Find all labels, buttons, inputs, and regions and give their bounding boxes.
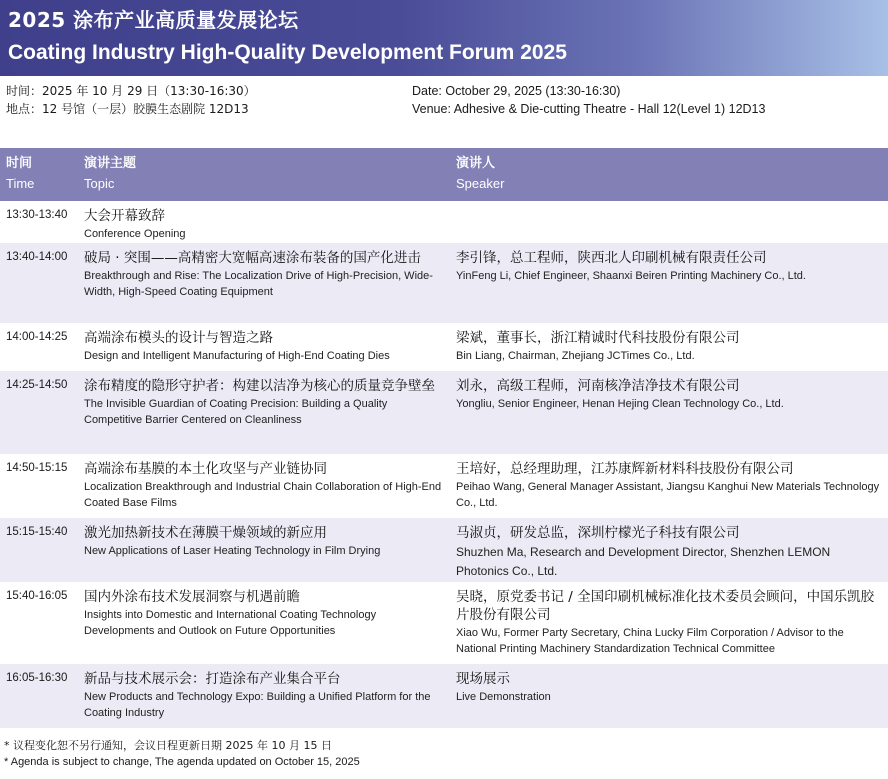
banner-title-zh: 2025 涂布产业高质量发展论坛 (8, 8, 299, 32)
topic-zh: 激光加热新技术在薄膜干燥领域的新应用 (84, 525, 327, 541)
footnotes (4, 738, 360, 770)
table-row (0, 323, 888, 371)
table-row (0, 371, 888, 454)
row-time: 14:50-15:15 (6, 462, 68, 474)
venue-zh: 地点：12 号馆（一层）胶膜生态剧院 12D13 (6, 102, 249, 116)
topic-en: New Applications of Laser Heating Technology in Film Drying (84, 545, 381, 557)
speaker-en: Live Demonstration (456, 691, 551, 703)
row-time: 15:15-15:40 (6, 526, 68, 538)
row-topic (84, 460, 448, 511)
row-topic (84, 524, 448, 559)
header-time-zh: 时间 (6, 156, 33, 171)
table-header (0, 148, 888, 201)
agenda-table (0, 148, 888, 728)
table-row (0, 664, 888, 728)
topic-zh: 涂布精度的隐形守护者：构建以洁净为核心的质量竞争壁垒 (84, 378, 435, 394)
time-zh: 时间：2025 年 10 月 29 日（13:30-16:30） (6, 84, 256, 98)
table-row (0, 243, 888, 323)
banner (0, 0, 888, 76)
speaker-en: Shuzhen Ma, Research and Development Director, Shenzhen LEMON Photonics Co., Ltd. (456, 545, 831, 578)
speaker-zh: 李引锋，总工程师，陕西北人印刷机械有限责任公司 (456, 250, 767, 266)
topic-zh: 高端涂布基膜的本土化攻坚与产业链协同 (84, 461, 327, 477)
row-topic (84, 207, 448, 242)
row-time: 16:05-16:30 (6, 672, 68, 684)
row-speaker (456, 524, 880, 581)
banner-title-en: Coating Industry High-Quality Development Forum 2025 (8, 41, 567, 64)
topic-en: Conference Opening (84, 228, 186, 240)
topic-en: Design and Intelligent Manufacturing of High-End Coating Dies (84, 350, 390, 362)
row-speaker (456, 460, 880, 511)
header-topic (84, 154, 136, 194)
topic-zh: 高端涂布模头的设计与智造之路 (84, 330, 273, 346)
header-topic-zh: 演讲主题 (84, 156, 137, 171)
topic-en: New Products and Technology Expo: Building a Unified Platform for the Coating Industry (84, 691, 431, 719)
note-en: * Agenda is subject to change, The agenda updated on October 15, 2025 (4, 756, 360, 768)
header-speaker (456, 154, 504, 194)
row-topic (84, 670, 448, 721)
speaker-zh: 现场展示 (456, 671, 510, 687)
row-topic (84, 377, 448, 428)
row-time: 13:40-14:00 (6, 251, 68, 263)
speaker-zh: 王培好，总经理助理，江苏康辉新材料科技股份有限公司 (456, 461, 794, 477)
info-zh (6, 82, 256, 118)
row-topic (84, 588, 448, 639)
speaker-zh: 刘永，高级工程师，河南核净洁净技术有限公司 (456, 378, 740, 394)
venue-en: Venue: Adhesive & Die-cutting Theatre - Hall 12(Level 1) 12D13 (412, 102, 766, 116)
topic-en: Insights into Domestic and International Coating Technology Developments and Outlook on Future Opportunities (84, 609, 377, 637)
header-speaker-en: Speaker (456, 176, 505, 191)
row-topic (84, 329, 448, 364)
header-topic-en: Topic (84, 176, 115, 191)
speaker-en: Bin Liang, Chairman, Zhejiang JCTimes Co., Ltd. (456, 350, 695, 362)
topic-en: Localization Breakthrough and Industrial Chain Collaboration of High-End Coated Base Films (84, 481, 442, 509)
topic-zh: 国内外涂布技术发展洞察与机遇前瞻 (84, 589, 300, 605)
info-en (412, 82, 765, 118)
speaker-zh: 梁斌，董事长，浙江精诚时代科技股份有限公司 (456, 330, 740, 346)
header-speaker-zh: 演讲人 (456, 156, 496, 171)
table-row (0, 518, 888, 582)
topic-zh: 破局 · 突围——高精密大宽幅高速涂布装备的国产化进击 (84, 250, 421, 266)
speaker-en: Peihao Wang, General Manager Assistant, Jiangsu Kanghui New Materials Technology Co., Ltd. (456, 481, 880, 509)
row-speaker (456, 377, 880, 412)
row-speaker (456, 329, 880, 364)
speaker-en: Yongliu, Senior Engineer, Henan Hejing Clean Technology Co., Ltd. (456, 398, 784, 410)
table-row (0, 201, 888, 243)
speaker-en: Xiao Wu, Former Party Secretary, China Lucky Film Corporation / Advisor to the National Printing Machinery Standardization Technical Committee (456, 627, 844, 655)
row-speaker (456, 588, 880, 657)
topic-zh: 新品与技术展示会：打造涂布产业集合平台 (84, 671, 341, 687)
row-speaker (456, 249, 880, 284)
header-time (6, 154, 34, 194)
row-time: 14:00-14:25 (6, 331, 68, 343)
speaker-zh: 马淑贞，研发总监，深圳柠檬光子科技有限公司 (456, 525, 740, 541)
date-en: Date: October 29, 2025 (13:30-16:30) (412, 84, 621, 98)
row-time: 14:25-14:50 (6, 379, 68, 391)
table-row (0, 454, 888, 518)
row-time: 15:40-16:05 (6, 590, 68, 602)
header-time-en: Time (6, 176, 35, 191)
row-topic (84, 249, 448, 300)
topic-zh: 大会开幕致辞 (84, 208, 165, 224)
topic-en: The Invisible Guardian of Coating Precision: Building a Quality Competitive Barrier Centered on Cleanliness (84, 398, 388, 426)
note-zh: * 议程变化恕不另行通知，会议日程更新日期 2025 年 10 月 15 日 (4, 739, 332, 752)
topic-en: Breakthrough and Rise: The Localization Drive of High-Precision, Wide-Width, High-Speed Coating Equipment (84, 270, 433, 298)
row-speaker (456, 670, 880, 705)
table-row (0, 582, 888, 664)
speaker-zh: 吴晓，原党委书记 / 全国印刷机械标准化技术委员会顾问，中国乐凯胶片股份有限公司 (456, 589, 875, 623)
row-time: 13:30-13:40 (6, 209, 68, 221)
speaker-en: YinFeng Li, Chief Engineer, Shaanxi Beiren Printing Machinery Co., Ltd. (456, 270, 806, 282)
